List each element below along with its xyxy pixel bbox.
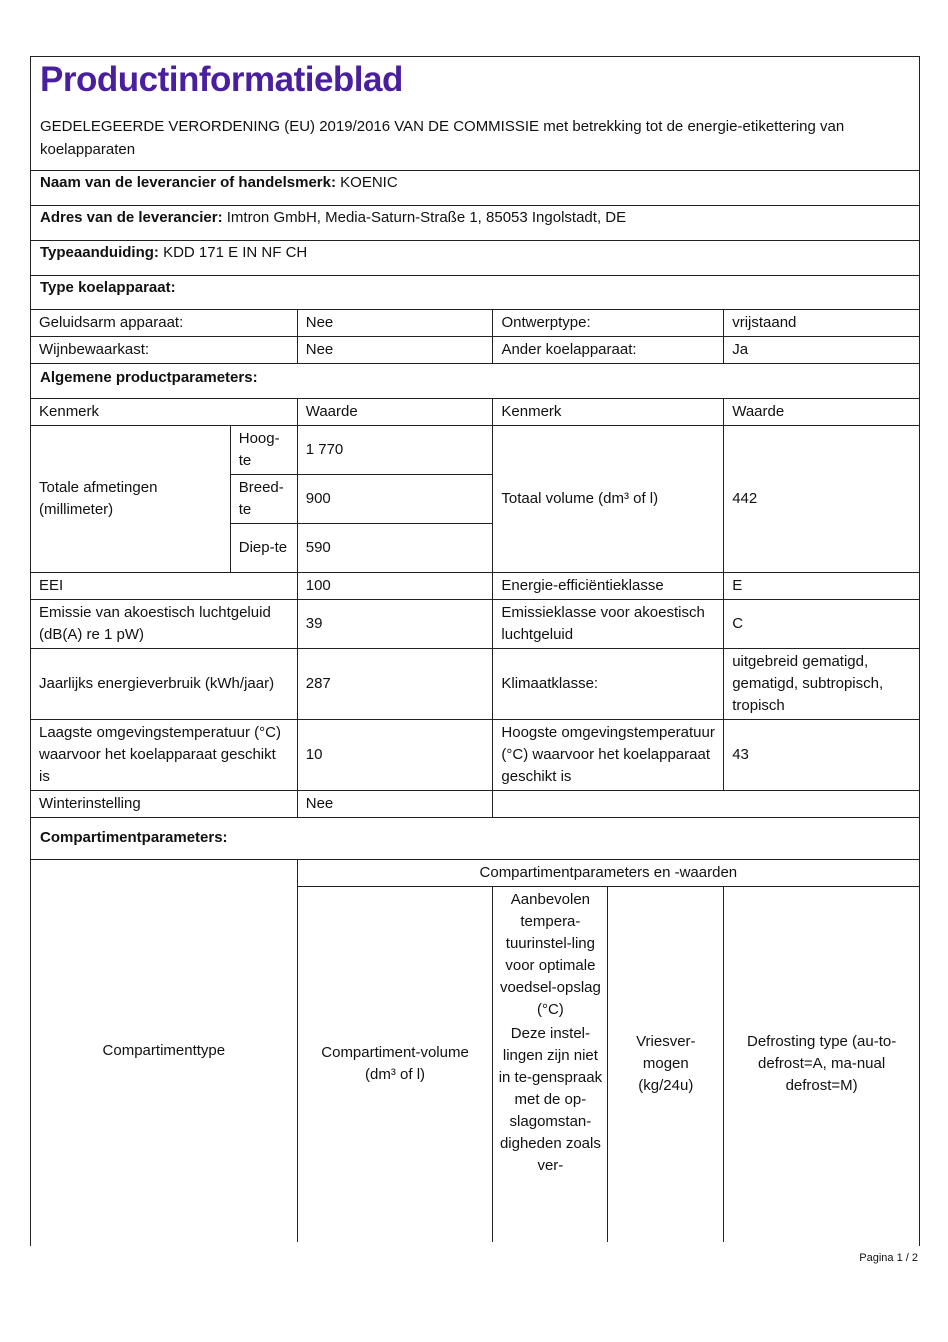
table-cell: 43 (724, 720, 920, 791)
dim-value: 900 (297, 475, 493, 524)
table-row (31, 310, 920, 337)
table-row (31, 600, 920, 649)
table-row (31, 337, 920, 364)
temp-header-a: Aanbevolen tempera-tuurinstel-ling voor optimale voedsel-opslag (°C) (499, 891, 601, 1018)
table-cell: Emissie van akoestisch luchtgeluid (dB(A) re 1 pW) (31, 600, 298, 649)
dim-label: Breed-te (230, 475, 297, 524)
table-cell: EEI (31, 573, 298, 600)
table-header-row (31, 399, 920, 426)
table-cell: Emissieklasse voor akoestisch luchtgeluid (493, 600, 724, 649)
table-cell: Geluidsarm apparaat: (31, 310, 298, 337)
row-divider (30, 170, 920, 171)
table-cell: Winterinstelling (31, 791, 298, 818)
table-cell: 100 (297, 573, 493, 600)
dim-label: Diep-te (230, 524, 297, 573)
table-cell: Nee (297, 337, 493, 364)
volume-value: 442 (724, 426, 920, 573)
table-cell: Ontwerptype: (493, 310, 724, 337)
row-divider (30, 275, 920, 276)
page-title: Productinformatieblad (40, 60, 403, 99)
type-value: KDD 171 E IN NF CH (163, 244, 308, 261)
table-cell: Nee (297, 310, 493, 337)
temp-header-b: Deze instel-lingen zijn niet in te-genspraak met de op-slagomstan-digheden zoals ver- (498, 1025, 603, 1174)
table-cell (493, 791, 920, 818)
volume-header: Compartiment-volume (dm³ of l) (297, 887, 493, 1242)
table-row (31, 791, 920, 818)
intro-text: GEDELEGEERDE VERORDENING (EU) 2019/2016 VAN DE COMMISSIE met betrekking tot de energie-etikettering van koelapparaten (40, 118, 845, 158)
row-divider (30, 240, 920, 241)
table-cell: uitgebreid gematigd, gematigd, subtropisch, tropisch (724, 649, 920, 720)
table-cell: Hoogste omgevingstemperatuur (°C) waarvoor het koelapparaat geschikt is (493, 720, 724, 791)
compartment-params-label: Compartimentparameters: (40, 829, 228, 846)
table-header-row (31, 860, 920, 887)
table-row (31, 573, 920, 600)
dim-label: Hoog-te (230, 426, 297, 475)
address-row (40, 209, 626, 226)
appliance-type-label: Type koelapparaat: (40, 279, 176, 296)
appliance-type-row (40, 279, 176, 296)
temp-header (493, 887, 608, 1242)
table-cell: Jaarlijks energieverbruik (kWh/jaar) (31, 649, 298, 720)
header-cell: Waarde (724, 399, 920, 426)
table-cell: 39 (297, 600, 493, 649)
table-cell: vrijstaand (724, 310, 920, 337)
address-value: Imtron GmbH, Media-Saturn-Straße 1, 85053 Ingolstadt, DE (226, 209, 627, 226)
params-table (30, 398, 920, 818)
dim-value: 1 770 (297, 426, 493, 475)
type-label: Typeaanduiding: (40, 244, 159, 261)
dim-value: 590 (297, 524, 493, 573)
table-row (31, 426, 920, 475)
dims-label: Totale afmetingen (millimeter) (31, 426, 231, 573)
general-params-label: Algemene productparameters: (40, 369, 258, 386)
table-cell: 10 (297, 720, 493, 791)
header-cell: Kenmerk (493, 399, 724, 426)
table-cell: Ander koelapparaat: (493, 337, 724, 364)
compartment-params-row (40, 829, 228, 846)
table-cell: 287 (297, 649, 493, 720)
general-params-row (40, 369, 258, 386)
table-cell: Nee (297, 791, 493, 818)
table-cell: Ja (724, 337, 920, 364)
compartment-group-header: Compartimentparameters en -waarden (297, 860, 919, 887)
address-label: Adres van de leverancier: (40, 209, 223, 226)
defrost-header: Defrosting type (au-to-defrost=A, ma-nual defrost=M) (724, 887, 920, 1242)
table-cell: Klimaatklasse: (493, 649, 724, 720)
supplier-row (40, 174, 398, 191)
table-row (31, 720, 920, 791)
compartment-table (30, 859, 920, 1242)
header-cell: Kenmerk (31, 399, 298, 426)
type-table (30, 309, 920, 364)
compartment-type-header: Compartimenttype (31, 860, 298, 1242)
page-number: Pagina 1 / 2 (859, 1252, 918, 1264)
type-row (40, 244, 307, 261)
table-cell: C (724, 600, 920, 649)
volume-label: Totaal volume (dm³ of l) (493, 426, 724, 573)
supplier-label: Naam van de leverancier of handelsmerk: (40, 174, 336, 191)
table-cell: Energie-efficiëntieklasse (493, 573, 724, 600)
freeze-header: Vriesver-mogen (kg/24u) (608, 887, 724, 1242)
table-cell: E (724, 573, 920, 600)
row-divider (30, 205, 920, 206)
table-cell: Wijnbewaarkast: (31, 337, 298, 364)
table-row (31, 649, 920, 720)
header-cell: Waarde (297, 399, 493, 426)
supplier-value: KOENIC (340, 174, 398, 191)
table-cell: Laagste omgevingstemperatuur (°C) waarvoor het koelapparaat geschikt is (31, 720, 298, 791)
